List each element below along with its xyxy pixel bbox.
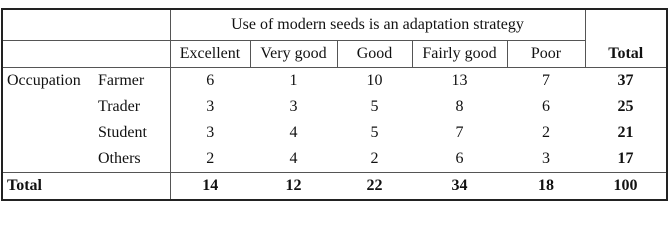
table-cell: 3 [170, 94, 250, 120]
table-row [2, 120, 667, 146]
table-row [2, 146, 667, 173]
row-total: 17 [585, 146, 667, 173]
table-cell: 6 [170, 68, 250, 95]
table-cell: 13 [451, 72, 468, 89]
column-header-poor: Poor [507, 41, 585, 68]
row-group-spacer [2, 146, 94, 173]
row-group-spacer [2, 94, 94, 120]
table-cell: 3 [542, 150, 550, 167]
table-cell: 8 [455, 98, 464, 115]
table-cell: 5 [370, 98, 379, 115]
table-cell: 7 [542, 72, 550, 89]
table-cell: 10 [366, 72, 383, 89]
column-header-very-good: Very good [250, 41, 337, 68]
total-row [2, 173, 667, 201]
column-total: 12 [250, 173, 337, 201]
row-label-others: Others [98, 150, 141, 167]
column-total: 18 [507, 173, 585, 201]
corner-cell-lower [2, 41, 170, 68]
column-group-header: Use of modern seeds is an adaptation strategy [170, 9, 585, 41]
table-cell: 2 [370, 150, 379, 167]
table-row [2, 94, 667, 120]
row-label-trader: Trader [98, 98, 141, 115]
table-row [2, 68, 667, 95]
table-cell: 6 [542, 98, 550, 115]
row-total: 25 [585, 94, 667, 120]
column-total: 34 [412, 173, 507, 201]
grand-total: 100 [585, 173, 667, 201]
corner-cell [2, 9, 170, 41]
table-cell: 4 [289, 124, 298, 141]
column-header-fairly-good: Fairly good [412, 41, 507, 68]
table-cell: 2 [170, 146, 250, 173]
table-cell: 3 [170, 120, 250, 146]
column-header-excellent: Excellent [170, 41, 250, 68]
crosstab-table [1, 8, 668, 201]
row-label-student: Student [98, 124, 147, 141]
table-cell: 4 [289, 150, 298, 167]
total-header-top [585, 9, 667, 41]
total-row-label: Total [2, 173, 94, 201]
total-row-spacer [94, 173, 170, 201]
column-header-total: Total [585, 41, 667, 68]
row-group-label: Occupation [2, 68, 94, 95]
row-total: 21 [585, 120, 667, 146]
row-label-farmer: Farmer [98, 72, 145, 89]
row-total: 37 [585, 68, 667, 95]
table-cell: 5 [370, 124, 379, 141]
table-cell: 7 [455, 124, 464, 141]
column-header-good: Good [337, 41, 412, 68]
table-cell: 2 [542, 124, 550, 141]
table-cell: 3 [289, 98, 298, 115]
column-total: 22 [337, 173, 412, 201]
row-group-spacer [2, 120, 94, 146]
column-total: 14 [170, 173, 250, 201]
table-cell: 6 [455, 150, 464, 167]
table-cell: 1 [289, 72, 298, 89]
